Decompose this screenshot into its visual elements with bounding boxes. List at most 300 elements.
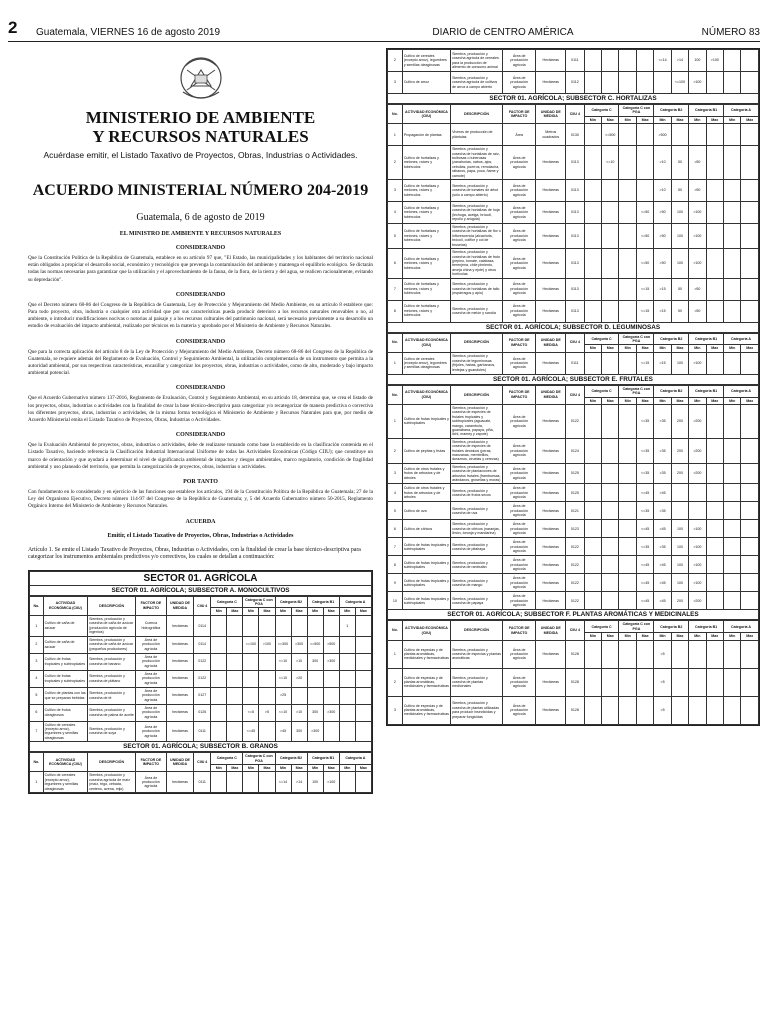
row-description: Siembra, producción y cosecha de hortalizas de fruto (pepino, tomate, calabaza, berenjena, chile pimiento, arveja china y ejote) y otros hortícolas <box>451 249 503 278</box>
row-value <box>602 484 619 502</box>
row-value: 50 <box>671 300 688 322</box>
row-value <box>741 404 759 438</box>
row-ciiu: 0113 <box>566 224 585 249</box>
row-value: >50 <box>689 300 706 322</box>
row-ciiu: 0114 <box>194 615 211 636</box>
row-activity: Cultivo de especias y de plantas aromáticas, medicinales y farmacéuticas <box>402 668 450 696</box>
subsector-b-table <box>29 752 372 793</box>
row-value <box>602 249 619 278</box>
row-activity: Cultivo de hortalizas y melones, raíces y tubérculos <box>402 202 450 224</box>
row-value: >15 <box>654 300 671 322</box>
emitir-line: Emitir, el Listado Taxativo de Proyectos, Obras, Industrias o Actividades <box>107 532 294 539</box>
issue-number: NÚMERO 83 <box>701 27 760 38</box>
table-row <box>388 502 759 520</box>
issue-date: Guatemala, VIERNES 16 de agosto 2019 <box>36 27 221 38</box>
row-value <box>355 653 371 670</box>
row-value <box>741 300 759 322</box>
col-min: Mín <box>654 345 671 352</box>
row-value: 100 <box>671 574 688 592</box>
subsector-f-title: SECTOR 01. AGRÍCOLA; SUBSECTOR F. PLANTAS AROMÁTICAS Y MEDICINALES <box>387 610 759 620</box>
row-value: >100 <box>689 538 706 556</box>
row-number: 1 <box>388 124 403 146</box>
row-factor: Área de producción agrícola <box>503 463 536 484</box>
row-value: <=500 <box>602 124 619 146</box>
col-cat-b2: Categoría B2 <box>654 333 689 345</box>
row-value <box>619 502 636 520</box>
row-value <box>584 556 601 574</box>
table-header-row <box>388 385 759 397</box>
row-unit: Hectáreas <box>536 538 566 556</box>
col-min: Mín <box>689 397 706 404</box>
acuerdo-title: ACUERDO MINISTERIAL NÚMERO 204-2019 <box>32 182 369 199</box>
row-value <box>323 721 339 742</box>
row-value: 100 <box>671 538 688 556</box>
row-activity: Cultivo de arroz <box>402 72 450 94</box>
paragraph-3: Que para la correcta aplicación del artículo 8 de la Ley de Protección y Mejoramiento del Medio Ambiente, Decreto número 68-86 del Congreso de la República de Guatemala, se requiere además del Reglamento de Evaluación, Control y Seguimiento Ambiental, la utilización complementaria de un instrumento que permita a la autoridad ambiental, por sus respectivas características, encasillar y categorizar los proyectos, obras, industrias o actividades, como de alto, moderado y bajo impacto ambiental potencial. <box>28 348 373 377</box>
row-description: Siembra, producción y cosecha de frutos secos <box>451 484 503 502</box>
row-factor: Área de producción agrícola <box>503 556 536 574</box>
row-factor: Área de producción agrícola <box>136 670 167 687</box>
col-min: Mín <box>689 116 706 123</box>
row-value <box>724 640 741 668</box>
row-value: 100 <box>307 772 323 793</box>
row-value <box>741 249 759 278</box>
subsector-d-table <box>387 333 759 375</box>
col-no: No. <box>388 385 403 404</box>
col-max: Max <box>706 345 723 352</box>
row-value <box>227 687 243 704</box>
col-cat-c-pga: Categoría C con PGA <box>619 621 654 633</box>
row-number: 2 <box>30 636 44 653</box>
col-factor: FACTOR DE IMPACTO <box>503 105 536 124</box>
row-value <box>706 484 723 502</box>
category-table <box>387 620 759 724</box>
row-unit: Hectáreas <box>536 640 566 668</box>
row-unit: hectáreas <box>166 615 193 636</box>
row-unit: hectáreas <box>166 636 193 653</box>
row-value <box>741 50 759 72</box>
col-cat-c: Categoría C <box>584 385 619 397</box>
row-value <box>741 556 759 574</box>
row-description: Siembra, producción y cosecha de papaya <box>451 592 503 610</box>
table-row <box>388 180 759 202</box>
row-ciiu: 0123 <box>566 520 585 538</box>
row-value <box>741 502 759 520</box>
row-value: >35 <box>654 463 671 484</box>
row-value <box>636 696 653 724</box>
row-factor: Área de producción agrícola <box>503 180 536 202</box>
col-cat-c-pga: Categoría C con PGA <box>243 753 275 765</box>
row-factor: Área de producción agrícola <box>503 146 536 180</box>
row-value: 300 <box>307 704 323 721</box>
row-number: 2 <box>388 50 403 72</box>
row-value <box>602 520 619 538</box>
row-value: >100 <box>689 520 706 538</box>
col-max: Max <box>741 633 759 640</box>
row-value <box>724 438 741 463</box>
row-value <box>602 50 619 72</box>
decree-subtitle: Acuérdase emitir, el Listado Taxativo de Proyectos, Obras, Industrias o Actividades. <box>43 150 358 160</box>
row-value: >14 <box>671 50 688 72</box>
table-row <box>388 484 759 502</box>
col-cat-a: Categoría A <box>724 105 759 117</box>
row-value <box>619 463 636 484</box>
row-value: 300 <box>291 721 307 742</box>
row-activity: Cultivo de frutas tropicales y subtropicales <box>402 538 450 556</box>
row-value <box>724 592 741 610</box>
row-factor: Área de producción agrícola <box>503 404 536 438</box>
row-number: 2 <box>388 146 403 180</box>
row-value <box>689 696 706 724</box>
row-factor: Área de producción agrícola <box>503 300 536 322</box>
row-description: Siembra, producción y cosecha de rambután <box>451 556 503 574</box>
row-ciiu: 0122 <box>566 538 585 556</box>
col-cat-c: Categoría C <box>584 621 619 633</box>
row-number: 7 <box>388 538 403 556</box>
row-value <box>706 146 723 180</box>
table-header-row <box>30 753 372 765</box>
row-value <box>741 180 759 202</box>
table-row <box>388 50 759 72</box>
row-value: >100 <box>323 772 339 793</box>
row-number: 3 <box>388 72 403 94</box>
col-min: Mín <box>584 116 601 123</box>
row-value <box>706 463 723 484</box>
row-value <box>227 636 243 653</box>
col-max: Max <box>355 608 371 615</box>
row-ciiu: 0122 <box>194 670 211 687</box>
row-value: 100 <box>671 249 688 278</box>
col-min: Mín <box>654 397 671 404</box>
row-value: >500 <box>654 124 671 146</box>
subsector-a-table <box>29 596 372 742</box>
row-factor: Área de producción agrícola <box>136 772 167 793</box>
table-row <box>30 704 372 721</box>
col-cat-b1: Categoría B1 <box>689 385 724 397</box>
col-max: Max <box>636 116 653 123</box>
col-max: Max <box>259 608 275 615</box>
col-actividad: ACTIVIDAD ECONÓMICA (CIIU) <box>402 333 450 352</box>
category-table <box>29 752 372 793</box>
col-min: Mín <box>339 608 355 615</box>
row-value <box>584 278 601 300</box>
row-description: Siembra, producción y cosecha de mango <box>451 574 503 592</box>
row-value <box>724 696 741 724</box>
col-min: Mín <box>584 345 601 352</box>
row-value: >200 <box>689 592 706 610</box>
row-value <box>671 696 688 724</box>
row-unit: Hectáreas <box>536 352 566 374</box>
row-value <box>584 502 601 520</box>
row-value <box>671 668 688 696</box>
row-value <box>619 668 636 696</box>
row-number: 6 <box>30 704 44 721</box>
row-ciiu: 0124 <box>566 438 585 463</box>
row-value: <=50 <box>636 249 653 278</box>
row-number: 5 <box>388 224 403 249</box>
col-ciiu: CIIU 4 <box>566 385 585 404</box>
row-value <box>259 772 275 793</box>
category-table <box>387 385 759 611</box>
category-table <box>387 49 759 94</box>
row-activity: Cultivo de plantas con las que se preparan bebidas <box>43 687 87 704</box>
row-value <box>619 520 636 538</box>
row-value: >500 <box>323 636 339 653</box>
row-value: >45 <box>654 574 671 592</box>
row-ciiu: 0121 <box>566 502 585 520</box>
row-value <box>619 124 636 146</box>
row-value <box>584 300 601 322</box>
row-value <box>243 670 259 687</box>
table-row <box>388 146 759 180</box>
row-value <box>243 653 259 670</box>
row-value <box>619 249 636 278</box>
row-ciiu: 0122 <box>566 574 585 592</box>
row-value: <=15 <box>636 278 653 300</box>
row-value: >10 <box>291 704 307 721</box>
row-value <box>602 72 619 94</box>
row-value: <=14 <box>275 772 291 793</box>
acuerda-heading: ACUERDA <box>185 518 216 525</box>
col-max: Max <box>636 345 653 352</box>
row-value <box>584 224 601 249</box>
row-value <box>619 278 636 300</box>
row-value: 50 <box>671 278 688 300</box>
row-description: Siembra, producción y cosecha de leguminosas (frijoles, habas, garbanzos, lentejas y guandules) <box>451 352 503 374</box>
row-description: Siembra, producción y cosecha de pitahaya <box>451 538 503 556</box>
row-description: Siembra, producción y cosecha de plantas medicinales <box>451 668 503 696</box>
row-value <box>355 615 371 636</box>
row-description: Siembra, producción y cosecha agrícola de maíz (maíz, trigo, cebada, centeno, avena, mijo) <box>88 772 136 793</box>
row-value <box>741 438 759 463</box>
row-value <box>741 668 759 696</box>
col-actividad: ACTIVIDAD ECONÓMICA (CIIU) <box>402 621 450 640</box>
row-value <box>636 668 653 696</box>
subsector-e-table <box>387 385 759 611</box>
row-value <box>741 146 759 180</box>
row-value <box>724 72 741 94</box>
category-table <box>29 596 372 742</box>
row-value <box>706 502 723 520</box>
row-value: >5 <box>654 640 671 668</box>
row-unit: Hectáreas <box>536 202 566 224</box>
row-value <box>355 636 371 653</box>
row-value <box>671 640 688 668</box>
row-description: Siembra, producción y cosecha de soya <box>88 721 136 742</box>
row-value: 200 <box>671 592 688 610</box>
considerando-heading-3: CONSIDERANDO <box>175 338 226 345</box>
row-value: <=45 <box>636 484 653 502</box>
row-value <box>706 278 723 300</box>
table-row <box>30 615 372 636</box>
row-value <box>619 72 636 94</box>
col-cat-c-pga: Categoría C con PGA <box>243 596 275 608</box>
row-value: >50 <box>689 180 706 202</box>
col-cat-a: Categoría A <box>339 596 371 608</box>
col-cat-b2: Categoría B2 <box>654 621 689 633</box>
row-value <box>741 124 759 146</box>
col-min: Mín <box>339 764 355 771</box>
table-row <box>30 721 372 742</box>
row-value: <=45 <box>636 556 653 574</box>
row-number: 1 <box>30 615 44 636</box>
row-value <box>706 438 723 463</box>
row-value <box>741 592 759 610</box>
row-value <box>636 72 653 94</box>
row-value: <=35 <box>636 404 653 438</box>
row-value <box>706 668 723 696</box>
row-value <box>724 404 741 438</box>
row-value <box>227 653 243 670</box>
subsector-d-title: SECTOR 01. AGRÍCOLA; SUBSECTOR D. LEGUMINOSAS <box>387 323 759 333</box>
row-value <box>339 772 355 793</box>
row-value <box>323 670 339 687</box>
row-value <box>584 202 601 224</box>
col-cat-c-pga: Categoría C con PGA <box>619 385 654 397</box>
col-max: Max <box>227 608 243 615</box>
row-ciiu: 0128 <box>566 668 585 696</box>
col-descripcion: DESCRIPCIÓN <box>451 333 503 352</box>
row-unit: Hectáreas <box>536 574 566 592</box>
row-value: <=10 <box>275 653 291 670</box>
col-cat-b2: Categoría B2 <box>654 105 689 117</box>
row-value: 50 <box>671 146 688 180</box>
row-value: >35 <box>654 438 671 463</box>
considerando-heading-1: CONSIDERANDO <box>175 245 226 251</box>
col-factor: FACTOR DE IMPACTO <box>503 385 536 404</box>
row-value <box>671 124 688 146</box>
row-value <box>706 520 723 538</box>
row-ciiu: 0113 <box>566 278 585 300</box>
row-value: >100 <box>689 202 706 224</box>
row-value <box>689 124 706 146</box>
col-cat-b2: Categoría B2 <box>275 753 307 765</box>
row-value: 100 <box>671 352 688 374</box>
row-value <box>706 124 723 146</box>
col-cat-a: Categoría A <box>724 333 759 345</box>
row-factor: Área de producción agrícola <box>503 249 536 278</box>
row-activity: Cultivo de hortalizas y melones, raíces y tubérculos <box>402 224 450 249</box>
row-factor: Área de producción agrícola <box>503 224 536 249</box>
row-unit: Hectáreas <box>536 249 566 278</box>
row-value: <=45 <box>636 574 653 592</box>
row-number: 3 <box>388 463 403 484</box>
col-max: Max <box>671 397 688 404</box>
row-value: >100 <box>259 636 275 653</box>
row-value: >300 <box>291 636 307 653</box>
row-value <box>602 502 619 520</box>
row-activity: Cultivo de uva <box>402 502 450 520</box>
row-value: >200 <box>689 404 706 438</box>
row-unit: Hectáreas <box>536 224 566 249</box>
row-value <box>706 249 723 278</box>
row-description: Viveros de producción de plántulas <box>451 124 503 146</box>
row-value <box>584 180 601 202</box>
row-value <box>619 556 636 574</box>
col-min: Mín <box>275 764 291 771</box>
row-value: 100 <box>671 202 688 224</box>
col-ciiu: CIIU 4 <box>566 621 585 640</box>
col-no: No. <box>388 105 403 124</box>
row-unit: Metros cuadrados <box>536 124 566 146</box>
row-value <box>227 615 243 636</box>
row-value: <=100 <box>671 72 688 94</box>
row-value <box>259 687 275 704</box>
row-value <box>741 463 759 484</box>
row-value <box>602 556 619 574</box>
place-date: Guatemala, 6 de agosto de 2019 <box>136 212 265 223</box>
col-cat-c: Categoría C <box>584 333 619 345</box>
row-value <box>741 538 759 556</box>
col-min: Mín <box>654 116 671 123</box>
row-value: <=35 <box>636 463 653 484</box>
row-number: 8 <box>388 300 403 322</box>
row-value <box>602 180 619 202</box>
row-value <box>584 640 601 668</box>
row-value <box>724 224 741 249</box>
col-min: Mín <box>724 633 741 640</box>
row-value <box>724 520 741 538</box>
row-activity: Cultivo de pepitas y frutas <box>402 438 450 463</box>
row-value <box>602 352 619 374</box>
col-min: Mín <box>307 764 323 771</box>
table-row <box>388 668 759 696</box>
row-ciiu: 0122 <box>566 592 585 610</box>
subsector-f-table <box>387 620 759 724</box>
row-value <box>636 640 653 668</box>
row-unit: Hectáreas <box>536 668 566 696</box>
row-number: 6 <box>388 520 403 538</box>
col-max: Max <box>323 764 339 771</box>
row-value <box>291 615 307 636</box>
col-max: Max <box>706 116 723 123</box>
row-value <box>741 72 759 94</box>
row-value: >100 <box>689 72 706 94</box>
col-max: Max <box>323 608 339 615</box>
col-min: Mín <box>307 608 323 615</box>
row-value <box>602 696 619 724</box>
row-value <box>584 249 601 278</box>
row-value <box>689 484 706 502</box>
col-min: Mín <box>211 608 227 615</box>
col-descripcion: DESCRIPCIÓN <box>451 385 503 404</box>
row-unit: Hectáreas <box>536 520 566 538</box>
table-row <box>388 520 759 538</box>
row-value <box>619 146 636 180</box>
row-activity: Cultivo de frutas tropicales y subtropicales <box>402 592 450 610</box>
row-value <box>619 696 636 724</box>
category-table <box>387 104 759 323</box>
row-value <box>741 520 759 538</box>
col-min: Mín <box>243 764 259 771</box>
col-max: Max <box>227 764 243 771</box>
row-number: 3 <box>388 180 403 202</box>
article-1: Artículo 1. Se emite el Listado Taxativo de Proyectos, Obras, Industrias o Actividades, con la finalidad de crear la base técnico-descriptiva para categorizar los instrumentos ambientales predictivos y/o correctivos, los cuales se detallan a continuación: <box>28 546 361 561</box>
row-number: 8 <box>388 556 403 574</box>
row-number: 3 <box>388 696 403 724</box>
row-value: <=15 <box>636 300 653 322</box>
row-activity: Cultivo de otros frutales y frutos de arbustos y de árboles <box>402 484 450 502</box>
row-value <box>291 687 307 704</box>
row-value <box>243 772 259 793</box>
table-row <box>388 72 759 94</box>
row-value <box>724 502 741 520</box>
row-value: >35 <box>654 538 671 556</box>
row-unit: hectáreas <box>166 772 193 793</box>
row-ciiu: 0113 <box>566 180 585 202</box>
row-value <box>211 670 227 687</box>
row-value <box>706 352 723 374</box>
